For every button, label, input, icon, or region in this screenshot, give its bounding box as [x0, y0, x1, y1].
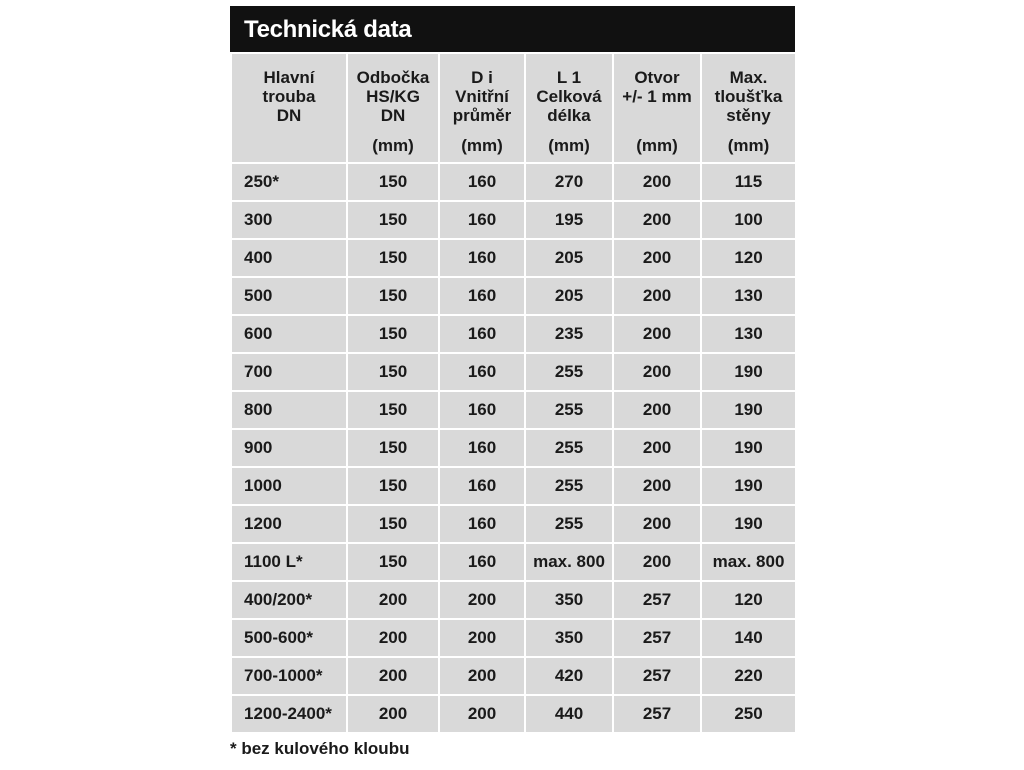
table-row: [231, 505, 796, 543]
column-header-label: D i Vnitřní průměr: [452, 68, 512, 125]
table-cell: 190: [701, 467, 796, 505]
table-cell: 130: [701, 315, 796, 353]
table-row: [231, 163, 796, 201]
table-cell: 160: [439, 315, 525, 353]
table-cell: 150: [347, 391, 439, 429]
table-cell: 160: [439, 239, 525, 277]
table-row: [231, 467, 796, 505]
table-cell: 115: [701, 163, 796, 201]
column-header: [525, 53, 613, 163]
column-header-label: L 1 Celková délka: [536, 68, 602, 125]
empty-cell: [701, 733, 796, 769]
column-header-unit: (mm): [548, 136, 590, 155]
column-header: [701, 53, 796, 163]
table-cell: 140: [701, 619, 796, 657]
table-cell: 190: [701, 391, 796, 429]
table-cell: 120: [701, 581, 796, 619]
table-row: [231, 657, 796, 695]
table-cell: max. 800: [525, 543, 613, 581]
table-row: [231, 315, 796, 353]
table-cell: 200: [613, 277, 701, 315]
header-row: [231, 53, 796, 163]
table-cell: 220: [701, 657, 796, 695]
empty-cell: [439, 733, 525, 769]
data-table: [230, 52, 797, 770]
table-cell: 160: [439, 277, 525, 315]
table-cell: 1200-2400*: [231, 695, 347, 733]
table-cell: 1200: [231, 505, 347, 543]
table-cell: 500: [231, 277, 347, 315]
table-cell: 160: [439, 467, 525, 505]
table-row: [231, 239, 796, 277]
table-cell: 150: [347, 543, 439, 581]
table-cell: 205: [525, 239, 613, 277]
table-cell: 200: [439, 581, 525, 619]
table-cell: 160: [439, 391, 525, 429]
column-header-unit: (mm): [636, 136, 678, 155]
table-cell: 150: [347, 467, 439, 505]
table-cell: 150: [347, 201, 439, 239]
table-cell: 200: [613, 467, 701, 505]
title-bar: [230, 6, 795, 52]
table-cell: 200: [347, 695, 439, 733]
column-header: [613, 53, 701, 163]
column-header-label: Max. tloušťka stěny: [714, 68, 783, 125]
table-cell: 250: [701, 695, 796, 733]
footnote: * bez kulového kloubu: [230, 739, 410, 758]
table-cell: 900: [231, 429, 347, 467]
table-row: [231, 201, 796, 239]
table-cell: 150: [347, 315, 439, 353]
table-cell: 150: [347, 277, 439, 315]
table-cell: 400/200*: [231, 581, 347, 619]
table-row: [231, 277, 796, 315]
column-header-unit: (mm): [372, 136, 414, 155]
table-cell: 200: [347, 581, 439, 619]
table-cell: 160: [439, 505, 525, 543]
table-cell: 1100 L*: [231, 543, 347, 581]
table-cell: 130: [701, 277, 796, 315]
table-cell: 160: [439, 543, 525, 581]
table-cell: 150: [347, 505, 439, 543]
table-cell: 160: [439, 163, 525, 201]
column-header: [439, 53, 525, 163]
table-row: [231, 581, 796, 619]
column-header-label: Otvor +/- 1 mm: [622, 68, 692, 106]
table-cell: 350: [525, 581, 613, 619]
column-header: [347, 53, 439, 163]
table-row: [231, 391, 796, 429]
empty-cell: [525, 733, 613, 769]
column-header-label: Odbočka HS/KG DN: [356, 68, 430, 125]
table-cell: 270: [525, 163, 613, 201]
table-cell: 200: [613, 163, 701, 201]
table-cell: 257: [613, 581, 701, 619]
table-cell: 120: [701, 239, 796, 277]
table-cell: 300: [231, 201, 347, 239]
table-cell: 400: [231, 239, 347, 277]
table-cell: 190: [701, 505, 796, 543]
table-cell: 190: [701, 429, 796, 467]
table-cell: 257: [613, 695, 701, 733]
table-cell: 257: [613, 657, 701, 695]
table-cell: 200: [347, 657, 439, 695]
table-cell: 1000: [231, 467, 347, 505]
table-cell: 257: [613, 619, 701, 657]
table-cell: 160: [439, 429, 525, 467]
table-row: [231, 619, 796, 657]
table-cell: 150: [347, 163, 439, 201]
table-cell: 150: [347, 239, 439, 277]
table-cell: 205: [525, 277, 613, 315]
table-row: [231, 353, 796, 391]
table-cell: 250*: [231, 163, 347, 201]
table-cell: 190: [701, 353, 796, 391]
page-title: Technická data: [244, 16, 412, 43]
empty-cell: [613, 733, 701, 769]
table-cell: 600: [231, 315, 347, 353]
technical-data-sheet: [230, 6, 795, 734]
table-cell: 160: [439, 353, 525, 391]
table-cell: 100: [701, 201, 796, 239]
table-cell: 200: [613, 353, 701, 391]
table-cell: 255: [525, 505, 613, 543]
table-cell: 200: [613, 391, 701, 429]
table-cell: max. 800: [701, 543, 796, 581]
table-cell: 160: [439, 201, 525, 239]
table-cell: 200: [613, 543, 701, 581]
table-cell: 200: [347, 619, 439, 657]
table-cell: 255: [525, 429, 613, 467]
table-cell: 255: [525, 391, 613, 429]
column-header-label: Hlavní trouba DN: [262, 68, 316, 125]
table-row: [231, 429, 796, 467]
column-header: [231, 53, 347, 163]
table-cell: 500-600*: [231, 619, 347, 657]
table-cell: 195: [525, 201, 613, 239]
table-cell: 350: [525, 619, 613, 657]
table-cell: 255: [525, 467, 613, 505]
table-cell: 150: [347, 429, 439, 467]
table-cell: 150: [347, 353, 439, 391]
table-cell: 440: [525, 695, 613, 733]
table-cell: 200: [439, 657, 525, 695]
column-header-unit: (mm): [461, 136, 503, 155]
table-row: [231, 543, 796, 581]
table-cell: 800: [231, 391, 347, 429]
table-cell: 420: [525, 657, 613, 695]
table-cell: 700: [231, 353, 347, 391]
table-cell: 200: [613, 505, 701, 543]
table-cell: 235: [525, 315, 613, 353]
table-row: [231, 695, 796, 733]
table-cell: 255: [525, 353, 613, 391]
table-cell: 200: [439, 619, 525, 657]
column-header-unit: (mm): [727, 136, 770, 155]
table-cell: 200: [613, 239, 701, 277]
table-cell: 200: [613, 429, 701, 467]
table-cell: 200: [613, 201, 701, 239]
table-cell: 200: [613, 315, 701, 353]
table-cell: 200: [439, 695, 525, 733]
table-cell: 700-1000*: [231, 657, 347, 695]
